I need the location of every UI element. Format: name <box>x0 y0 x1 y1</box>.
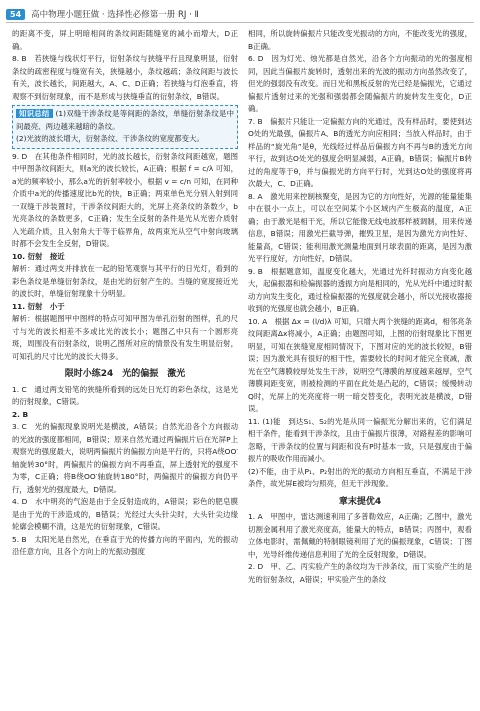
answer-9: 9. D 在其他条件相同时，光的波长越长，衍射条纹间距越宽，题图中甲图条纹间距大，则a光的波长较长，A正确；根据 f = c/λ 可知，a光的频率较小，那么a光的折射率较小，根据 v = c/n 可知，在同种介质中a光的传播速度比b光的快，B正确；两束单色光分别入射到同一双缝干涉装置时，干涉条纹间距大的，光屏上亮条纹的条数少，b光亮条纹的条数更多，C正确；发生全反射的条件是光从光密介质射入光疏介质，且入射角大于等于临界角，故两束光从空气中射向玻璃时都不会发生全反射，D错误。 <box>12 151 238 248</box>
paragraph: 的距离不变，屏上明暗相间的条纹间距随缝宽的减小而增大，D正确。 <box>12 29 238 51</box>
answer-ch-1: 1. A 甲图中，雷达测速利用了多普勒效应，A正确；乙图中，激光切割金属利用了激光亮度高，能量大的特点，B错误；丙图中，观看立体电影时，需佩戴的特制眼镜利用了光的偏振现象，C错误；丁图中，光导纤维传递信息利用了光的全反射现象，D错误。 <box>248 512 472 559</box>
answer-24-11-1: 11. (1)能 到达S₁、S₂的光是从同一偏振光分解出来的，它们满足相干条件，能看到干涉条纹，且由于偏振片很薄，对路程差的影响可忽略，干涉条纹的位置与间距和没有P时基本一致，只是强度由于偏振片的吸收作用而减小。 <box>248 416 472 463</box>
left-column <box>12 28 238 708</box>
knowledge-summary <box>12 105 238 149</box>
answer-24-7: 7. B 偏振片只能让一定偏振方向的光通过，没有样品时，要使到达O处的光最强，偏振片A、B的透光方向应相同；当放入样品时，由于样品的“旋光角”是θ，光线经过样品后偏振方向不再与B的透光方向平行，故到达O处光的强度会明显减弱，A正确，B错误；偏振片B转过的角度等于θ，并与偏振光的方向平行时，光到达O处的强度将再次最大，C、D正确。 <box>248 116 472 188</box>
answer-24-1: 1. C 通过两支铅笔的狭缝所看到的远处日光灯的彩色条纹，这是光的衍射现象，C错误。 <box>12 384 238 406</box>
book-title: 高中物理小题狂做 · 选择性必修第一册 RJ · Ⅱ <box>31 10 199 20</box>
answer-24-8: 8. A 激光用来控制核聚变，是因为它的方向性好，光源的能量能集中在很小一点上，可以在空间某个小区域内产生极高的温度，A正确；由于激光是相干光，所以它能像无线电波那样被调制，用来传递信息，B错误；用激光拦截导弹，摧毁卫星，是因为激光方向性好、能量高，C错误；能利用激光测量地面到月球表面的距离，是因为激光平行度好，方向性好，D错误。 <box>248 191 472 263</box>
summary-text-1: (1)双缝干涉条纹是等间距的条纹，单缝衍射条纹是中间最亮、两边越来越暗的条纹。 <box>16 109 234 131</box>
summary-text-2: (2)光波的波长增大，衍射条纹、干涉条纹的宽度都变大。 <box>16 134 204 143</box>
answer-24-9: 9. B 根据题意知，温度变化越大，光通过光纤时振动方向变化越大，起偏振器和检偏振器的透振方向是相同的，光从光纤中通过时振动方向发生变化，通过检偏振器的光强度就会越小，所以光接收器接收到的光强度也就会越小，B正确。 <box>248 266 472 313</box>
right-column <box>248 28 472 708</box>
answer-24-6: 6. D 因为灯光、烛光都是自然光，沿各个方向振动的光的强度相同，因此当偏振片旋转时，透射出来的光波的振动方向虽然改变了，但光的强弱没有改变。而日光和黑板反射的光已经是偏振光，它通过偏振片透射过来的光强和强弱都会随偏振片的旋转发生变化，D正确。 <box>248 54 472 113</box>
paragraph: 相同，所以旋转偏振片只能改变光振动的方向，不能改变光的强度，B正确。 <box>248 29 472 51</box>
page-number: 54 <box>6 9 25 20</box>
answer-24-10: 10. A 根据 Δx = (l/d)λ 可知，只增大两个狭缝的距离d，相邻亮条纹间距离Δx将减小，A正确；由题图可知，上图的衍射现象比下图更明显，可知在狭缝宽度相同情况下，下图对应的光的波长较短，B错误；因为激光具有很好的相干性，需要较长的时间才能完全衰减，激光在空气薄膜较厚处发生干涉，说明空气薄膜的厚度越来越厚，空气薄膜间距变宽，则被检测的平面在此处是凸起的，C错误；缓慢转动Q时，光屏上的光亮度将一明一暗交替变化，表明光波是横波，D错误。 <box>248 316 472 413</box>
answer-24-4: 4. D 水中明亮的气泡是由于全反射造成的，A错误；彩色的肥皂膜是由于光的干涉造成的，B错误；光经过大头针尖时，大头针尖边缘轮廓会模糊不清，这是光的衍射现象，C错误。 <box>12 497 238 531</box>
answer-11: 11. 衍射 小于 <box>12 301 65 311</box>
page-header <box>6 6 474 23</box>
summary-label: 知识总结 <box>16 109 53 118</box>
answer-24-5: 5. B 太阳光是自然光，在垂直于光的传播方向的平面内，光的振动沿任意方向，且各个方向上的光振动强度 <box>12 534 238 556</box>
answer-24-3: 3. C 光的偏振现象说明光是横波，A错误；自然光沿各个方向振动的光波的强度都相同，B错误；原来自然光通过两偏振片后在光屏P上观察光的强度最大，说明两偏振片的偏振方向是平行的，只将A绕OO′轴旋转30°时，两偏振片的偏振方向不再垂直，屏上透射光的强度不为零，C正确；将B绕OO′轴旋转180°时，两偏振片的偏振方向仍平行，透射光的强度最大，D错误。 <box>12 422 238 494</box>
answer-24-11-2: (2)不能，由于从P₁、P₂射出的光的振动方向相互垂直，不满足干涉条件，故光屏E被均匀照亮，但无干涉现象。 <box>248 466 472 488</box>
answer-8: 8. B 若狭缝与线状灯平行，衍射条纹与狭缝平行且现象明显，衍射条纹的疏密程度与缝宽有关，狭缝越小，条纹越疏；条纹间距与波长有关，波长越长，间距越大，A、C、D正确；若狭缝与灯泡垂直，将观察不到衍射现象，而不是形成与狭缝垂直的衍射条纹，B错误。 <box>12 54 238 101</box>
analysis-10: 解析：通过两支并排放在一起的铅笔观察与其平行的日光灯，看到的彩色条纹是单缝衍射条纹，是由光的衍射产生的。当缝的宽度接近光的波长时，单缝衍射现象十分明显。 <box>12 264 238 298</box>
section-title-24: 限时小练24 光的偏振 激光 <box>64 369 186 379</box>
answer-24-2: 2. B <box>12 409 29 419</box>
answer-ch-2: 2. D 甲、乙、丙实验产生的条纹均为干涉条纹，而丁实验产生的是光的衍射条纹，A错误；甲实验产生的条纹 <box>248 562 472 584</box>
section-title-chapter: 章末提优4 <box>338 496 382 507</box>
answer-10: 10. 衍射 接近 <box>12 251 65 261</box>
analysis-11: 解析：根据题图甲中图样的特点可知甲图为单孔衍射的图样，孔的尺寸与光的波长相差不多或比光的波长小；题图乙中只有一个圆形亮斑，周围没有衍射条纹，说明乙图所对应的情景没有发生明显衍射，可知孔的尺寸比光的波长大得多。 <box>12 314 238 361</box>
